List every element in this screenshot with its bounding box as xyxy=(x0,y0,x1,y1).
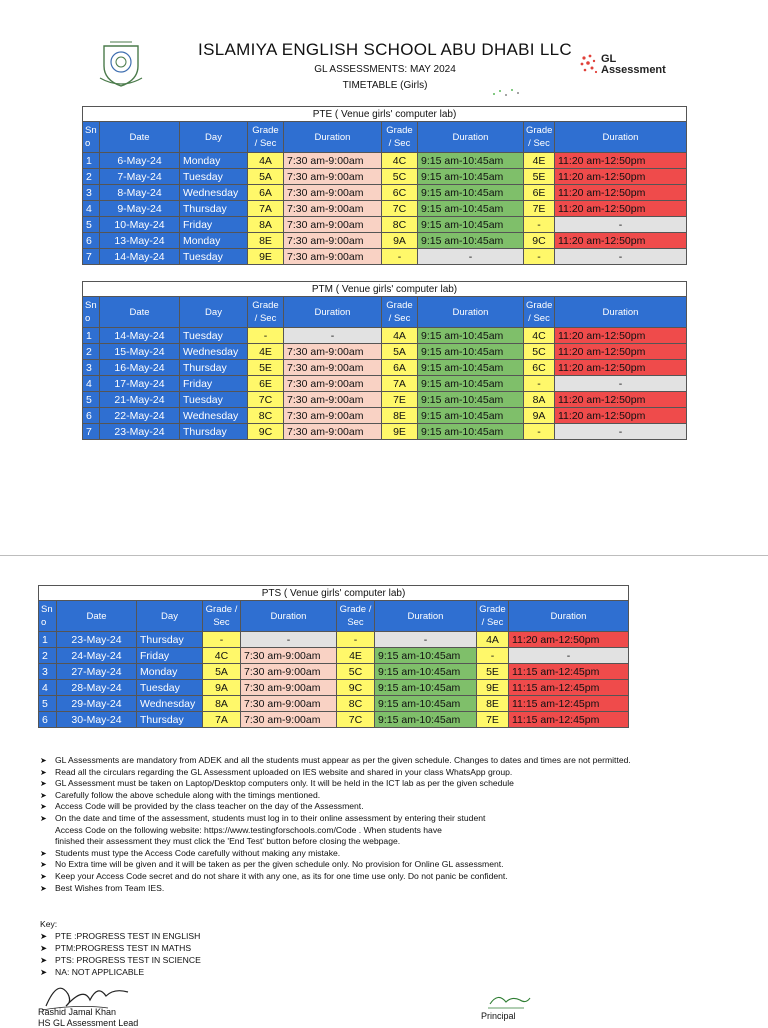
list-item: ➤ Keep your Access Code secret and do not share it with any one, as its for one time use only. Do not panic be confident. xyxy=(40,870,508,881)
key-title: Key: xyxy=(40,919,58,929)
arrow-bullet-icon: ➤ xyxy=(40,779,47,789)
grade-cell: 6A xyxy=(248,185,284,201)
ptm-timetable xyxy=(82,281,687,440)
table-row xyxy=(83,376,687,392)
key-item: ➤ PTS: PROGRESS TEST IN SCIENCE xyxy=(40,955,201,965)
sn-cell: 4 xyxy=(39,680,57,696)
duration-cell: - xyxy=(555,217,687,233)
col-grade-1: Grade / Sec xyxy=(248,297,284,328)
duration-cell: 11:20 am-12:50pm xyxy=(555,185,687,201)
pte-caption: PTE ( Venue girls' computer lab) xyxy=(83,107,687,122)
list-item-continuation: finished their assessment they must click the 'End Test' button before closing the webpage. xyxy=(55,836,401,847)
grade-cell: 4E xyxy=(337,648,375,664)
list-item: ➤ Best Wishes from Team IES. xyxy=(40,882,165,893)
col-sn: Sn o xyxy=(39,601,57,632)
table-row xyxy=(83,201,687,217)
duration-cell: 9:15 am-10:45am xyxy=(418,201,524,217)
duration-cell: 9:15 am-10:45am xyxy=(418,217,524,233)
pts-header-row xyxy=(39,601,629,632)
grade-cell: 9E xyxy=(477,680,509,696)
duration-cell: 7:30 am-9:00am xyxy=(284,185,382,201)
day-cell: Tuesday xyxy=(180,169,248,185)
duration-cell: 9:15 am-10:45am xyxy=(418,233,524,249)
grade-cell: 4A xyxy=(477,632,509,648)
duration-cell: 11:20 am-12:50pm xyxy=(555,408,687,424)
arrow-bullet-icon: ➤ xyxy=(40,931,48,941)
sn-cell: 2 xyxy=(39,648,57,664)
list-item: ➤ Read all the circulars regarding the GL Assessment uploaded on IES website and shared in your class WhatsApp group. xyxy=(40,766,513,777)
grade-cell: - xyxy=(524,424,555,440)
col-grade-3: Grade / Sec xyxy=(524,122,555,153)
grade-cell: 4E xyxy=(524,153,555,169)
day-cell: Friday xyxy=(180,376,248,392)
sn-cell: 2 xyxy=(83,169,100,185)
day-cell: Thursday xyxy=(180,201,248,217)
col-duration-2: Duration xyxy=(418,122,524,153)
day-cell: Tuesday xyxy=(137,680,203,696)
sn-cell: 7 xyxy=(83,424,100,440)
grade-cell: 8E xyxy=(382,408,418,424)
grade-cell: - xyxy=(477,648,509,664)
day-cell: Thursday xyxy=(180,424,248,440)
page-divider xyxy=(0,555,768,556)
grade-cell: 9A xyxy=(382,233,418,249)
decorative-dots xyxy=(490,86,530,100)
arrow-bullet-icon: ➤ xyxy=(40,790,47,800)
sn-cell: 6 xyxy=(83,233,100,249)
table-row xyxy=(83,328,687,344)
grade-cell: - xyxy=(248,328,284,344)
date-cell: 28-May-24 xyxy=(57,680,137,696)
grade-cell: 7C xyxy=(337,712,375,728)
school-title: ISLAMIYA ENGLISH SCHOOL ABU DHABI LLC xyxy=(198,40,572,59)
date-cell: 23-May-24 xyxy=(100,424,180,440)
grade-cell: 8C xyxy=(382,217,418,233)
table-row xyxy=(39,680,629,696)
col-grade-2: Grade / Sec xyxy=(382,122,418,153)
grade-cell: 7A xyxy=(248,201,284,217)
day-cell: Monday xyxy=(137,664,203,680)
day-cell: Thursday xyxy=(180,360,248,376)
date-cell: 7-May-24 xyxy=(100,169,180,185)
col-duration-1: Duration xyxy=(284,122,382,153)
grade-cell: 9C xyxy=(524,233,555,249)
duration-cell: 11:15 am-12:45pm xyxy=(509,664,629,680)
duration-cell: 11:15 am-12:45pm xyxy=(509,680,629,696)
sn-cell: 4 xyxy=(83,376,100,392)
list-item: ➤ On the date and time of the assessment, students must log in to their online assessment by entering their student xyxy=(40,812,486,823)
grade-cell: 8E xyxy=(248,233,284,249)
duration-cell: 7:30 am-9:00am xyxy=(284,217,382,233)
list-item: ➤ GL Assessments are mandatory from ADEK and all the students must appear as per the given schedule. Changes to dates and times are not permitted. xyxy=(40,755,631,765)
duration-cell: 9:15 am-10:45am xyxy=(418,344,524,360)
col-grade-1: Grade / Sec xyxy=(203,601,241,632)
duration-cell: 7:30 am-9:00am xyxy=(284,360,382,376)
list-item: ➤ No Extra time will be given and it will be taken as per the given schedule only. No provision for Online GL assessment. xyxy=(40,859,504,870)
grade-cell: 4E xyxy=(248,344,284,360)
sn-cell: 6 xyxy=(39,712,57,728)
col-grade-3: Grade / Sec xyxy=(477,601,509,632)
grade-cell: 4C xyxy=(203,648,241,664)
sn-cell: 4 xyxy=(83,201,100,217)
grade-cell: 8A xyxy=(203,696,241,712)
sn-cell: 3 xyxy=(83,360,100,376)
col-sn: Sn o xyxy=(83,122,100,153)
grade-cell: 9C xyxy=(248,424,284,440)
sn-cell: 3 xyxy=(39,664,57,680)
duration-cell: 9:15 am-10:45am xyxy=(375,712,477,728)
date-cell: 22-May-24 xyxy=(100,408,180,424)
pte-header-row xyxy=(83,122,687,153)
day-cell: Monday xyxy=(180,233,248,249)
table-row xyxy=(83,217,687,233)
table-row xyxy=(83,153,687,169)
grade-cell: 9A xyxy=(524,408,555,424)
table-row xyxy=(39,712,629,728)
list-item-continuation: Access Code on the following website: https://www.testingforschools.com/Code . When students have xyxy=(55,824,442,835)
table-row xyxy=(83,185,687,201)
col-day: Day xyxy=(180,122,248,153)
grade-cell: 7A xyxy=(203,712,241,728)
grade-cell: 5C xyxy=(382,169,418,185)
grade-cell: 9E xyxy=(248,249,284,265)
col-day: Day xyxy=(137,601,203,632)
principal-label: Principal xyxy=(481,1011,516,1021)
arrow-bullet-icon: ➤ xyxy=(40,756,47,765)
grade-cell: 8A xyxy=(248,217,284,233)
table-row xyxy=(83,344,687,360)
arrow-bullet-icon: ➤ xyxy=(40,967,48,977)
grade-cell: 6C xyxy=(382,185,418,201)
duration-cell: 9:15 am-10:45am xyxy=(375,664,477,680)
grade-cell: 5C xyxy=(524,344,555,360)
col-sn: Sn o xyxy=(83,297,100,328)
table-row xyxy=(83,360,687,376)
grade-cell: 7C xyxy=(382,201,418,217)
date-cell: 24-May-24 xyxy=(57,648,137,664)
duration-cell: 11:20 am-12:50pm xyxy=(555,344,687,360)
grade-cell: 4C xyxy=(382,153,418,169)
duration-cell: 7:30 am-9:00am xyxy=(284,201,382,217)
duration-cell: - xyxy=(555,249,687,265)
grade-cell: 8A xyxy=(524,392,555,408)
date-cell: 9-May-24 xyxy=(100,201,180,217)
duration-cell: 7:30 am-9:00am xyxy=(241,648,337,664)
timetable-subtitle: TIMETABLE (Girls) xyxy=(342,80,428,91)
grade-cell: 5A xyxy=(203,664,241,680)
duration-cell: 7:30 am-9:00am xyxy=(284,233,382,249)
table-row xyxy=(39,648,629,664)
duration-cell: 7:30 am-9:00am xyxy=(241,712,337,728)
duration-cell: 11:15 am-12:45pm xyxy=(509,696,629,712)
table-row xyxy=(83,249,687,265)
grade-cell: 9C xyxy=(337,680,375,696)
sn-cell: 3 xyxy=(83,185,100,201)
sn-cell: 6 xyxy=(83,408,100,424)
day-cell: Wednesday xyxy=(180,185,248,201)
arrow-bullet-icon: ➤ xyxy=(40,813,47,823)
grade-cell: - xyxy=(203,632,241,648)
day-cell: Tuesday xyxy=(180,249,248,265)
duration-cell: 7:30 am-9:00am xyxy=(284,169,382,185)
col-duration-2: Duration xyxy=(375,601,477,632)
duration-cell: 7:30 am-9:00am xyxy=(284,249,382,265)
duration-cell: 9:15 am-10:45am xyxy=(375,696,477,712)
gl-logo-text xyxy=(601,54,666,76)
col-duration-3: Duration xyxy=(555,122,687,153)
pts-caption: PTS ( Venue girls' computer lab) xyxy=(39,586,629,601)
table-row xyxy=(39,664,629,680)
gl-logo-line1: GL xyxy=(601,53,617,65)
grade-cell: 8C xyxy=(248,408,284,424)
grade-cell: 7A xyxy=(382,376,418,392)
list-item: ➤ Carefully follow the above schedule along with the timings mentioned. xyxy=(40,789,321,800)
date-cell: 16-May-24 xyxy=(100,360,180,376)
list-item: ➤ Access Code will be provided by the class teacher on the day of the Assessment. xyxy=(40,801,364,812)
duration-cell: 9:15 am-10:45am xyxy=(375,680,477,696)
duration-cell: 11:20 am-12:50pm xyxy=(555,169,687,185)
duration-cell: 11:20 am-12:50pm xyxy=(555,233,687,249)
ptm-caption: PTM ( Venue girls' computer lab) xyxy=(83,282,687,297)
day-cell: Tuesday xyxy=(180,392,248,408)
lead-role: HS GL Assessment Lead xyxy=(38,1018,139,1028)
sn-cell: 5 xyxy=(83,217,100,233)
grade-cell: 5C xyxy=(337,664,375,680)
school-crest-logo xyxy=(96,40,146,88)
duration-cell: 11:20 am-12:50pm xyxy=(555,360,687,376)
arrow-bullet-icon: ➤ xyxy=(40,802,47,812)
day-cell: Tuesday xyxy=(180,328,248,344)
col-grade-3: Grade / Sec xyxy=(524,297,555,328)
grade-cell: - xyxy=(524,376,555,392)
duration-cell: - xyxy=(509,648,629,664)
table-row xyxy=(39,696,629,712)
grade-cell: 7E xyxy=(382,392,418,408)
grade-cell: 5E xyxy=(524,169,555,185)
pte-timetable xyxy=(82,106,687,265)
table-row xyxy=(83,233,687,249)
duration-cell: 7:30 am-9:00am xyxy=(284,344,382,360)
duration-cell: 11:20 am-12:50pm xyxy=(555,201,687,217)
duration-cell: 7:30 am-9:00am xyxy=(284,153,382,169)
arrow-bullet-icon: ➤ xyxy=(40,767,47,777)
grade-cell: 9E xyxy=(382,424,418,440)
grade-cell: 6A xyxy=(382,360,418,376)
grade-cell: - xyxy=(524,249,555,265)
duration-cell: 9:15 am-10:45am xyxy=(418,408,524,424)
arrow-bullet-icon: ➤ xyxy=(40,943,48,953)
list-item: ➤ GL Assessment must be taken on Laptop/Desktop computers only. It will be held in the ICT lab as per the given schedule xyxy=(40,778,514,789)
duration-cell: 9:15 am-10:45am xyxy=(418,376,524,392)
date-cell: 30-May-24 xyxy=(57,712,137,728)
sn-cell: 7 xyxy=(83,249,100,265)
grade-cell: 6E xyxy=(524,185,555,201)
date-cell: 10-May-24 xyxy=(100,217,180,233)
duration-cell: 9:15 am-10:45am xyxy=(418,360,524,376)
duration-cell: 7:30 am-9:00am xyxy=(284,408,382,424)
duration-cell: 11:20 am-12:50pm xyxy=(555,153,687,169)
table-row xyxy=(83,392,687,408)
date-cell: 8-May-24 xyxy=(100,185,180,201)
arrow-bullet-icon: ➤ xyxy=(40,860,47,870)
sn-cell: 2 xyxy=(83,344,100,360)
key-item: ➤ PTE :PROGRESS TEST IN ENGLISH xyxy=(40,931,201,941)
duration-cell: - xyxy=(284,328,382,344)
grade-cell: 7C xyxy=(248,392,284,408)
col-grade-2: Grade / Sec xyxy=(382,297,418,328)
duration-cell: 9:15 am-10:45am xyxy=(375,648,477,664)
key-legend xyxy=(40,918,201,978)
date-cell: 13-May-24 xyxy=(100,233,180,249)
duration-cell: 9:15 am-10:45am xyxy=(418,185,524,201)
grade-cell: 6E xyxy=(248,376,284,392)
arrow-bullet-icon: ➤ xyxy=(40,955,48,965)
date-cell: 17-May-24 xyxy=(100,376,180,392)
duration-cell: 7:30 am-9:00am xyxy=(284,392,382,408)
col-duration-1: Duration xyxy=(241,601,337,632)
duration-cell: 9:15 am-10:45am xyxy=(418,392,524,408)
grade-cell: - xyxy=(337,632,375,648)
day-cell: Friday xyxy=(137,648,203,664)
day-cell: Thursday xyxy=(137,632,203,648)
col-grade-2: Grade / Sec xyxy=(337,601,375,632)
duration-cell: 11:15 am-12:45pm xyxy=(509,712,629,728)
grade-cell: 7E xyxy=(477,712,509,728)
sn-cell: 1 xyxy=(39,632,57,648)
lead-name: Rashid Jamal Khan xyxy=(38,1007,117,1017)
key-item: ➤ NA: NOT APPLICABLE xyxy=(40,967,145,977)
sn-cell: 5 xyxy=(83,392,100,408)
duration-cell: 7:30 am-9:00am xyxy=(284,424,382,440)
duration-cell: - xyxy=(555,424,687,440)
grade-cell: - xyxy=(524,217,555,233)
assessment-subtitle: GL ASSESSMENTS: MAY 2024 xyxy=(314,64,456,75)
arrow-bullet-icon: ➤ xyxy=(40,883,47,893)
day-cell: Wednesday xyxy=(180,408,248,424)
date-cell: 29-May-24 xyxy=(57,696,137,712)
grade-cell: 6C xyxy=(524,360,555,376)
sn-cell: 1 xyxy=(83,328,100,344)
grade-cell: 7E xyxy=(524,201,555,217)
day-cell: Monday xyxy=(180,153,248,169)
grade-cell: 4C xyxy=(524,328,555,344)
col-date: Date xyxy=(100,122,180,153)
duration-cell: 7:30 am-9:00am xyxy=(241,680,337,696)
grade-cell: 4A xyxy=(248,153,284,169)
grade-cell: 9A xyxy=(203,680,241,696)
col-date: Date xyxy=(100,297,180,328)
duration-cell: 7:30 am-9:00am xyxy=(241,696,337,712)
col-duration-1: Duration xyxy=(284,297,382,328)
gl-logo-line2: Assessment xyxy=(601,64,666,76)
col-duration-3: Duration xyxy=(555,297,687,328)
duration-cell: 9:15 am-10:45am xyxy=(418,153,524,169)
grade-cell: 5A xyxy=(382,344,418,360)
duration-cell: 11:20 am-12:50pm xyxy=(509,632,629,648)
day-cell: Thursday xyxy=(137,712,203,728)
grade-cell: 5E xyxy=(248,360,284,376)
duration-cell: 7:30 am-9:00am xyxy=(284,376,382,392)
grade-cell: 5E xyxy=(477,664,509,680)
arrow-bullet-icon: ➤ xyxy=(40,848,47,858)
pts-timetable xyxy=(38,585,629,728)
duration-cell: 11:20 am-12:50pm xyxy=(555,392,687,408)
day-cell: Wednesday xyxy=(180,344,248,360)
duration-cell: 9:15 am-10:45am xyxy=(418,424,524,440)
date-cell: 21-May-24 xyxy=(100,392,180,408)
date-cell: 15-May-24 xyxy=(100,344,180,360)
col-grade-1: Grade / Sec xyxy=(248,122,284,153)
table-row xyxy=(83,408,687,424)
col-day: Day xyxy=(180,297,248,328)
date-cell: 23-May-24 xyxy=(57,632,137,648)
table-row xyxy=(39,632,629,648)
grade-cell: 4A xyxy=(382,328,418,344)
duration-cell: 9:15 am-10:45am xyxy=(418,169,524,185)
duration-cell: 9:15 am-10:45am xyxy=(418,328,524,344)
principal-signature xyxy=(484,988,534,1012)
sn-cell: 5 xyxy=(39,696,57,712)
date-cell: 27-May-24 xyxy=(57,664,137,680)
duration-cell: - xyxy=(555,376,687,392)
key-item: ➤ PTM:PROGRESS TEST IN MATHS xyxy=(40,943,192,953)
table-row xyxy=(83,169,687,185)
col-duration-3: Duration xyxy=(509,601,629,632)
date-cell: 14-May-24 xyxy=(100,328,180,344)
table-row xyxy=(83,424,687,440)
list-item: ➤ Students must type the Access Code carefully without making any mistake. xyxy=(40,847,341,858)
date-cell: 6-May-24 xyxy=(100,153,180,169)
date-cell: 14-May-24 xyxy=(100,249,180,265)
day-cell: Friday xyxy=(180,217,248,233)
grade-cell: 8E xyxy=(477,696,509,712)
duration-cell: - xyxy=(375,632,477,648)
sn-cell: 1 xyxy=(83,153,100,169)
col-duration-2: Duration xyxy=(418,297,524,328)
grade-cell: - xyxy=(382,249,418,265)
duration-cell: - xyxy=(418,249,524,265)
duration-cell: 11:20 am-12:50pm xyxy=(555,328,687,344)
instructions-list xyxy=(40,755,690,894)
ptm-header-row xyxy=(83,297,687,328)
duration-cell: - xyxy=(241,632,337,648)
grade-cell: 5A xyxy=(248,169,284,185)
arrow-bullet-icon: ➤ xyxy=(40,871,47,881)
col-date: Date xyxy=(57,601,137,632)
duration-cell: 7:30 am-9:00am xyxy=(241,664,337,680)
day-cell: Wednesday xyxy=(137,696,203,712)
grade-cell: 8C xyxy=(337,696,375,712)
